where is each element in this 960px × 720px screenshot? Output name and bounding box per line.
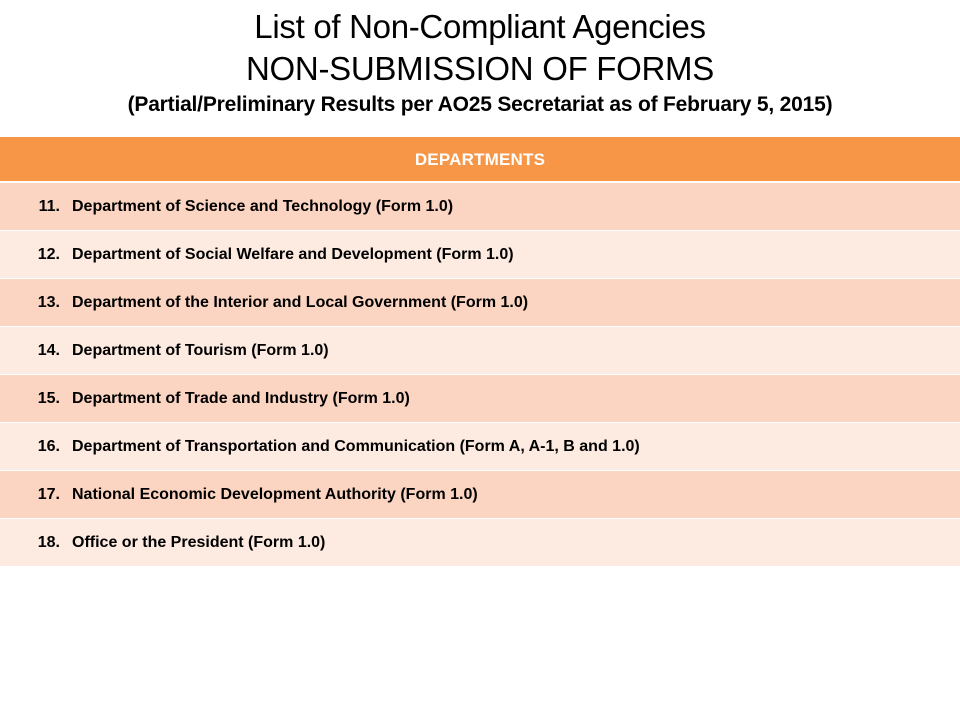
row-number: 13. <box>37 294 60 311</box>
title-block <box>0 6 960 118</box>
row-number: 14. <box>37 342 60 359</box>
table-row <box>0 375 960 423</box>
table-row <box>0 471 960 519</box>
table-row <box>0 231 960 279</box>
table-header: DEPARTMENTS <box>0 137 960 183</box>
row-text: Department of the Interior and Local Government (Form 1.0) <box>72 294 529 311</box>
table-row <box>0 327 960 375</box>
page-heading: NON-SUBMISSION OF FORMS <box>246 50 714 87</box>
row-number: 15. <box>37 390 60 407</box>
table-row <box>0 183 960 231</box>
row-text: Department of Social Welfare and Development (Form 1.0) <box>72 246 514 263</box>
row-number: 12. <box>37 246 60 263</box>
row-number: 17. <box>37 486 60 503</box>
page-title: List of Non-Compliant Agencies <box>254 8 706 45</box>
row-text: National Economic Development Authority (Form 1.0) <box>72 486 478 503</box>
row-text: Department of Trade and Industry (Form 1.0) <box>72 390 410 407</box>
row-text: Department of Tourism (Form 1.0) <box>72 342 329 359</box>
row-text: Office or the President (Form 1.0) <box>72 534 326 551</box>
row-number: 11. <box>38 198 60 215</box>
row-text: Department of Transportation and Communication (Form A, A-1, B and 1.0) <box>72 438 640 455</box>
table-row <box>0 423 960 471</box>
page-subtitle: (Partial/Preliminary Results per AO25 Secretariat as of February 5, 2015) <box>127 93 833 116</box>
table-row <box>0 279 960 327</box>
row-number: 16. <box>37 438 60 455</box>
row-text: Department of Science and Technology (Form 1.0) <box>72 198 454 215</box>
row-number: 18. <box>37 534 60 551</box>
departments-table <box>0 137 960 567</box>
table-row <box>0 519 960 567</box>
